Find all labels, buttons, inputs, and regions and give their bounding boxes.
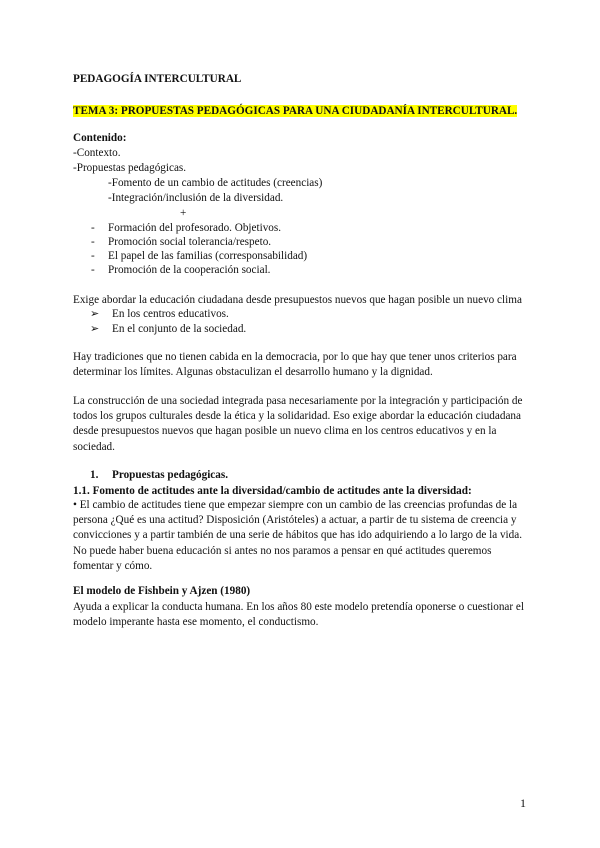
dash-item: Promoción de la cooperación social. <box>108 264 271 276</box>
subsection-paragraph: • El cambio de actitudes tiene que empezar siempre con un cambio de las creencias profundas de la persona ¿Qué es una actitud? Disposición (Aristóteles) a actuar, a partir de tu sistema de creencia y convicciones y a partir también de una serie de hábitos que has ido adquiriendo a lo largo de la vida. No puede haber buena educación si antes no nos paramos a pensar en qué actitudes queremos fomentar y cómo. <box>73 499 523 572</box>
page-number: 1 <box>520 796 526 810</box>
contenido-subline: -Integración/inclusión de la diversidad. <box>108 192 284 204</box>
dash-marker: - <box>91 250 95 262</box>
arrow-bullet-icon: ➢ <box>90 308 100 320</box>
paragraph-tradiciones: Hay tradiciones que no tienen cabida en la democracia, por lo que hay que tener unos criterios para determinar los límites. Algunas obstaculizan el desarrollo humano y la dignidad. <box>73 351 517 379</box>
arrow-bullet-icon: ➢ <box>90 323 100 335</box>
contenido-line: -Contexto. <box>73 147 121 159</box>
tema-heading <box>73 104 517 118</box>
dash-item: Promoción social tolerancia/respeto. <box>108 236 272 248</box>
paragraph-construccion: La construcción de una sociedad integrada pasa necesariamente por la integración y participación de todos los grupos culturales desde la ética y la solidaridad. Eso exige abordar la educación ciudadana desde presupuestos nuevos que hagan posible un nuevo clima en los centros educativos y en la sociedad. <box>73 395 523 453</box>
modelo-paragraph: Ayuda a explicar la conducta humana. En los años 80 este modelo pretendía oponerse o cuestionar el modelo imperante hasta ese momento, el conductismo. <box>73 601 524 629</box>
section-heading <box>90 468 228 482</box>
dash-marker: - <box>91 222 95 234</box>
clima-bullet-text: En los centros educativos. <box>112 308 229 320</box>
clima-bullet-text: En el conjunto de la sociedad. <box>112 323 247 335</box>
tema-text: TEMA 3: PROPUESTAS PEDAGÓGICAS PARA UNA CIUDADANÍA INTERCULTURAL. <box>73 105 518 117</box>
modelo-heading: El modelo de Fishbein y Ajzen (1980) <box>73 585 251 597</box>
clima-bullet <box>90 307 229 321</box>
contenido-subline: -Fomento de un cambio de actitudes (creencias) <box>108 177 323 189</box>
dash-marker: - <box>91 236 95 248</box>
plus-sign: + <box>180 207 187 219</box>
subsection-heading: 1.1. Fomento de actitudes ante la diversidad/cambio de actitudes ante la diversidad: <box>73 485 472 497</box>
document-title: PEDAGOGÍA INTERCULTURAL <box>73 73 242 85</box>
clima-intro: Exige abordar la educación ciudadana desde presupuestos nuevos que hagan posible un nuevo clima <box>73 294 522 306</box>
section-title: Propuestas pedagógicas. <box>111 469 229 481</box>
dash-item: Formación del profesorado. Objetivos. <box>108 222 282 234</box>
dash-item: El papel de las familias (corresponsabilidad) <box>108 250 308 262</box>
clima-bullet <box>90 322 246 336</box>
dash-marker: - <box>91 264 95 276</box>
contenido-line: -Propuestas pedagógicas. <box>73 162 187 174</box>
contenido-heading: Contenido: <box>73 132 127 144</box>
section-number: 1. <box>90 469 99 481</box>
